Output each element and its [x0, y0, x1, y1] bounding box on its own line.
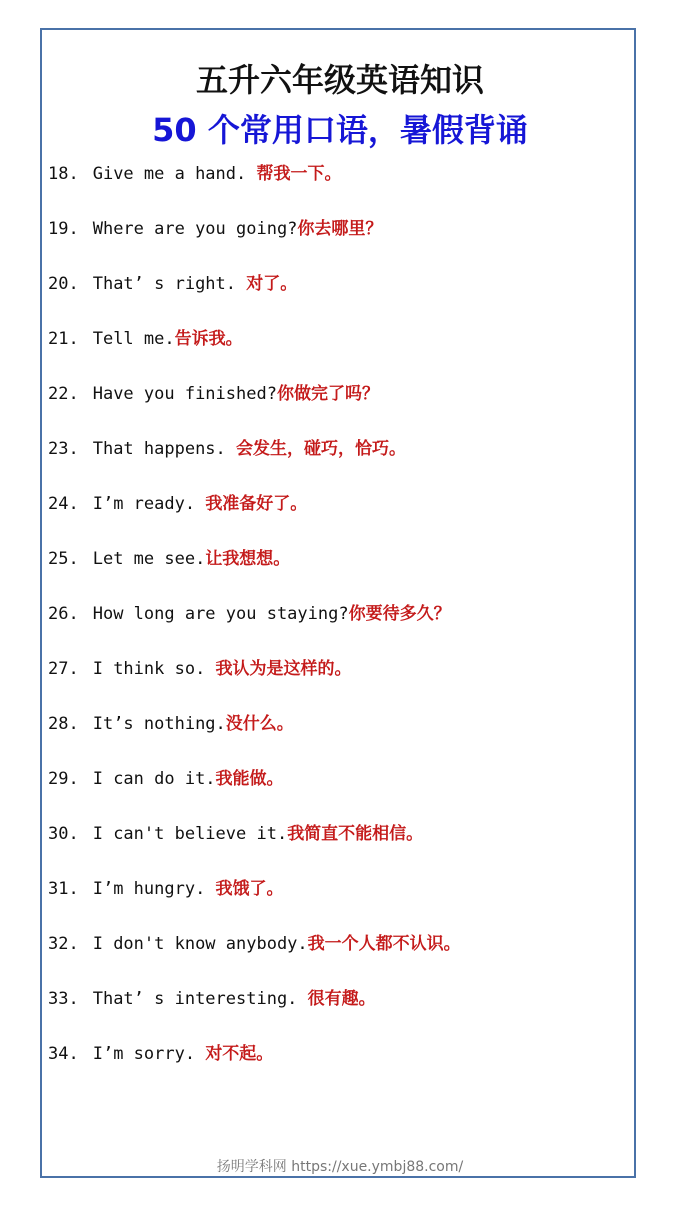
footer-watermark: 扬明学科网 https://xue.ymbj88.com/: [216, 1159, 464, 1175]
chinese-translation: 你要待多久？: [348, 604, 451, 624]
list-item: [48, 270, 628, 325]
list-item: [48, 875, 628, 930]
chinese-translation: 你做完了吗？: [276, 384, 379, 404]
item-number: 28.: [48, 714, 79, 734]
english-phrase: I think so.: [92, 659, 216, 679]
chinese-translation: 帮我一下。: [256, 164, 342, 184]
item-number: 33.: [48, 989, 79, 1009]
chinese-translation: 我饿了。: [215, 879, 284, 899]
list-item: [48, 380, 628, 435]
english-phrase: Have you finished?: [92, 384, 277, 404]
list-item: [48, 655, 628, 710]
item-number: 18.: [48, 164, 79, 184]
chinese-translation: 会发生，碰巧，恰巧。: [236, 439, 407, 459]
item-number: 22.: [48, 384, 79, 404]
list-item: [48, 985, 628, 1040]
item-number: 25.: [48, 549, 79, 569]
item-number: 27.: [48, 659, 79, 679]
chinese-translation: 我一个人都不认识。: [307, 934, 461, 954]
item-number: 19.: [48, 219, 79, 239]
item-number: 20.: [48, 274, 79, 294]
list-item: [48, 820, 628, 875]
phrase-list: [48, 160, 628, 1095]
chinese-translation: 我能做。: [215, 769, 284, 789]
page-subtitle: 50 个常用口语，暑假背诵: [152, 111, 528, 149]
english-phrase: It’s nothing.: [92, 714, 226, 734]
english-phrase: I’m hungry.: [92, 879, 216, 899]
list-item: [48, 600, 628, 655]
chinese-translation: 很有趣。: [307, 989, 376, 1009]
item-number: 31.: [48, 879, 79, 899]
item-number: 23.: [48, 439, 79, 459]
english-phrase: Where are you going?: [92, 219, 298, 239]
list-item: [48, 1040, 628, 1095]
item-number: 32.: [48, 934, 79, 954]
page-title: 五升六年级英语知识: [195, 61, 484, 99]
chinese-translation: 我准备好了。: [205, 494, 308, 514]
english-phrase: I’m sorry.: [92, 1044, 206, 1064]
list-item: [48, 215, 628, 270]
english-phrase: How long are you staying?: [92, 604, 349, 624]
english-phrase: I don't know anybody.: [92, 934, 308, 954]
english-phrase: I can do it.: [92, 769, 216, 789]
list-item: [48, 490, 628, 545]
english-phrase: I can't believe it.: [92, 824, 288, 844]
chinese-translation: 我简直不能相信。: [287, 824, 424, 844]
item-number: 34.: [48, 1044, 79, 1064]
list-item: [48, 435, 628, 490]
english-phrase: Give me a hand.: [92, 164, 257, 184]
english-phrase: I’m ready.: [92, 494, 206, 514]
list-item: [48, 160, 628, 215]
list-item: [48, 325, 628, 380]
item-number: 21.: [48, 329, 79, 349]
english-phrase: Let me see.: [92, 549, 206, 569]
item-number: 29.: [48, 769, 79, 789]
english-phrase: That happens.: [92, 439, 237, 459]
chinese-translation: 我认为是这样的。: [215, 659, 352, 679]
list-item: [48, 930, 628, 985]
chinese-translation: 没什么。: [225, 714, 294, 734]
english-phrase: Tell me.: [92, 329, 175, 349]
list-item: [48, 710, 628, 765]
chinese-translation: 对不起。: [205, 1044, 274, 1064]
chinese-translation: 你去哪里？: [297, 219, 383, 239]
item-number: 26.: [48, 604, 79, 624]
item-number: 30.: [48, 824, 79, 844]
list-item: [48, 545, 628, 600]
english-phrase: That’ s right.: [92, 274, 247, 294]
chinese-translation: 对了。: [246, 274, 298, 294]
list-item: [48, 765, 628, 820]
item-number: 24.: [48, 494, 79, 514]
chinese-translation: 让我想想。: [205, 549, 291, 569]
english-phrase: That’ s interesting.: [92, 989, 308, 1009]
chinese-translation: 告诉我。: [174, 329, 243, 349]
